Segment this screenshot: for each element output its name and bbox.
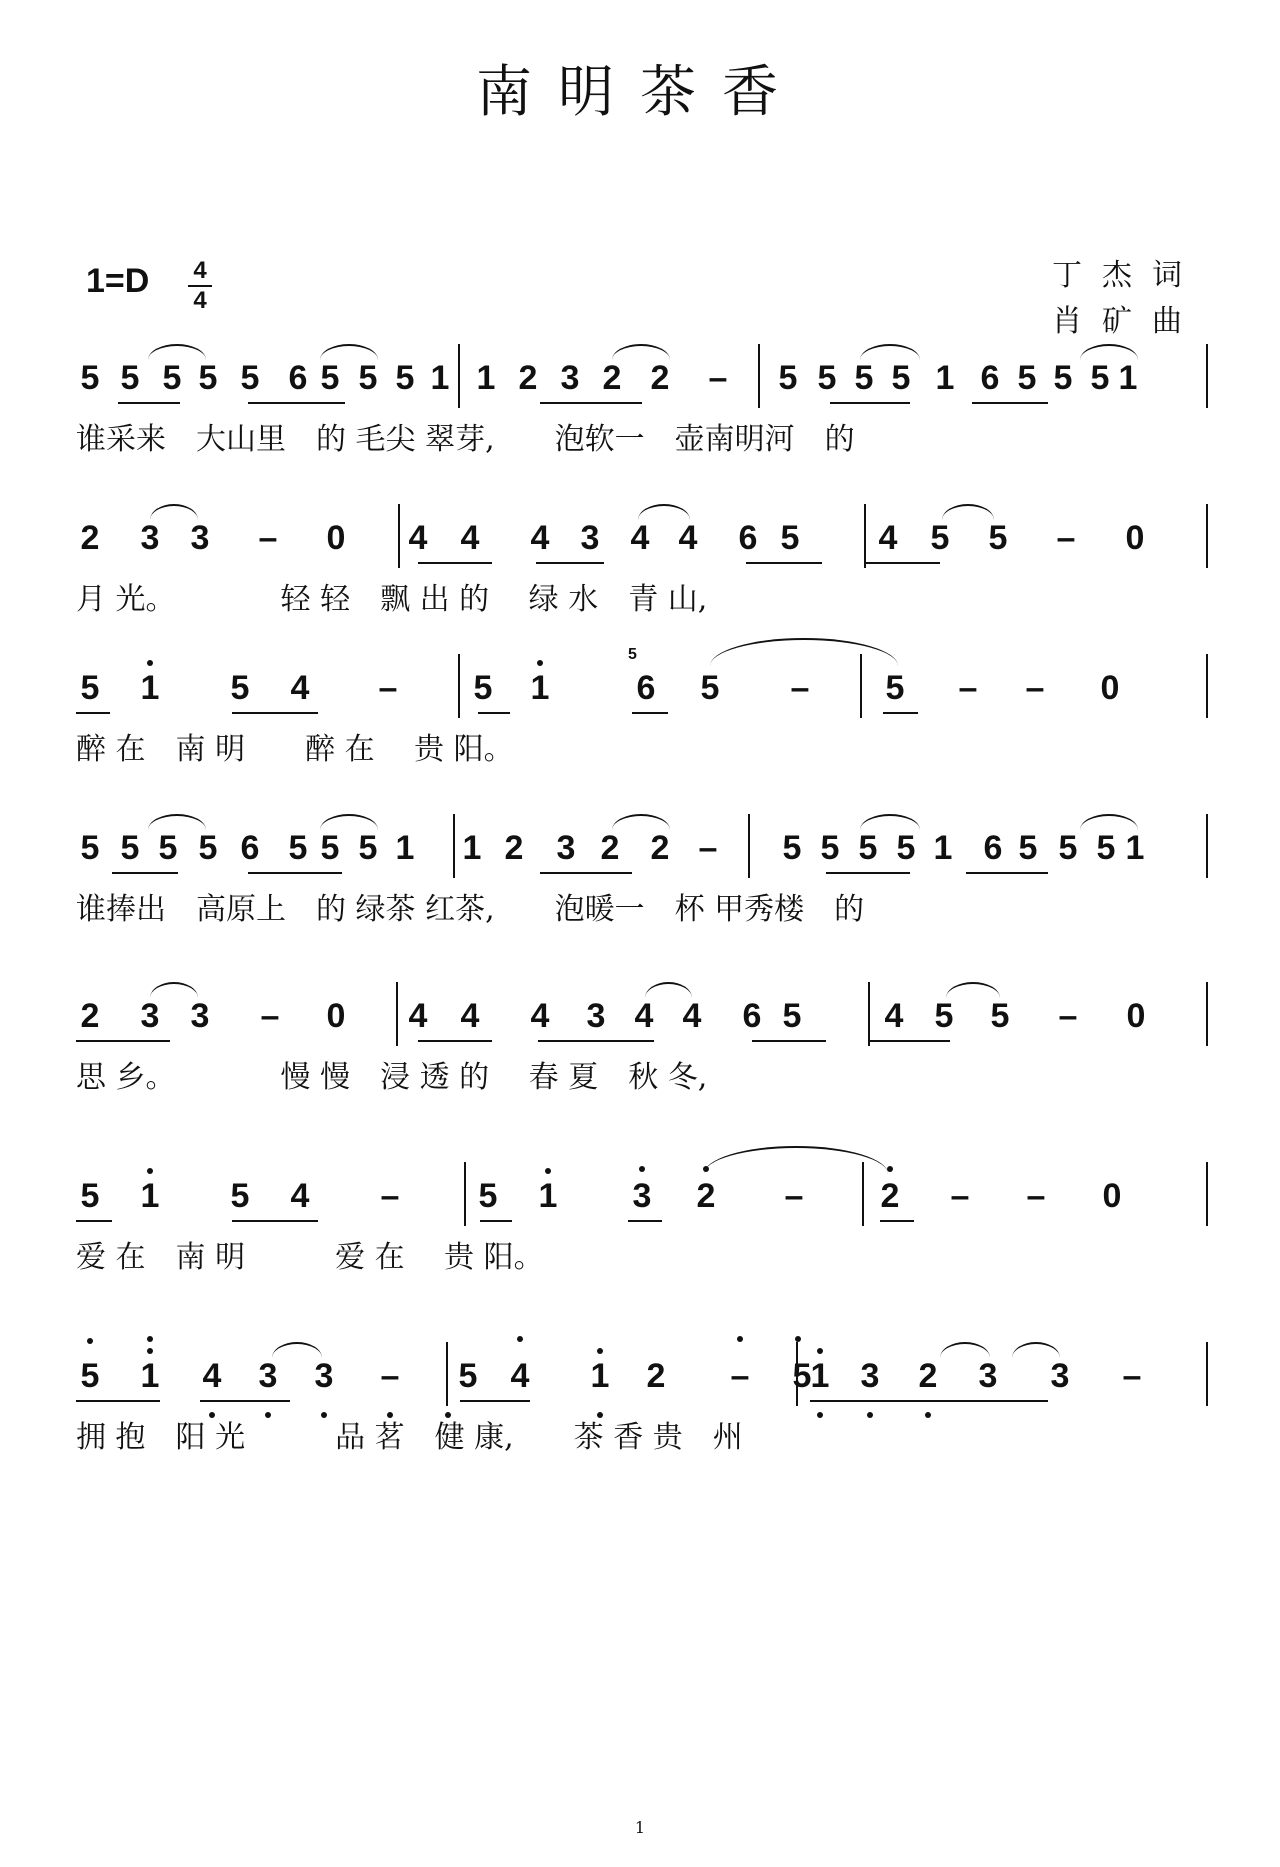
beam-underline <box>632 712 668 714</box>
hold-dash: – <box>260 997 280 1035</box>
note: 4 <box>634 997 654 1035</box>
beam-underline <box>248 872 342 874</box>
beam-underline <box>830 402 910 404</box>
octave-dot <box>737 1336 743 1342</box>
time-signature <box>188 258 212 314</box>
hold-dash: – <box>730 1357 750 1395</box>
note: 1 <box>1125 829 1145 867</box>
beam-underline <box>232 712 318 714</box>
score-system <box>0 330 1280 490</box>
barline <box>458 654 460 718</box>
note: 5 <box>120 829 140 867</box>
note: 1 <box>590 1357 610 1395</box>
barline <box>1206 504 1208 568</box>
note: 5 <box>782 829 802 867</box>
note: 6 <box>240 829 260 867</box>
notes-row <box>0 968 1280 1048</box>
note: 5 <box>120 359 140 397</box>
slur <box>860 344 920 360</box>
hold-dash: – <box>950 1177 970 1215</box>
slur <box>942 504 994 520</box>
note: 4 <box>878 519 898 557</box>
note: 4 <box>290 669 310 707</box>
note: 2 <box>650 359 670 397</box>
note: 5 <box>1058 829 1078 867</box>
hold-dash: – <box>1056 519 1076 557</box>
beam-underline <box>628 1220 662 1222</box>
note: 4 <box>678 519 698 557</box>
note: 5 <box>988 519 1008 557</box>
note: 2 <box>80 519 100 557</box>
lyrics-line: 思 乡。 慢 慢 浸 透 的 春 夏 秋 冬, <box>76 1060 708 1095</box>
score-system <box>0 490 1280 650</box>
note: 6 <box>636 669 656 707</box>
note: 4 <box>460 997 480 1035</box>
score-system <box>0 968 1280 1128</box>
note: 2 <box>504 829 524 867</box>
octave-dot <box>887 1166 893 1172</box>
octave-dot <box>817 1412 823 1418</box>
octave-dot <box>597 1348 603 1354</box>
slur <box>704 1146 888 1174</box>
note: 3 <box>978 1357 998 1395</box>
score-system <box>0 640 1280 800</box>
beam-underline <box>112 872 178 874</box>
note: 0 <box>326 519 346 557</box>
notes-row <box>0 1328 1280 1408</box>
slur <box>638 504 690 520</box>
note: 5 <box>230 669 250 707</box>
note: 2 <box>600 829 620 867</box>
note: 5 <box>320 829 340 867</box>
note: 5 <box>80 669 100 707</box>
page-number: 1 <box>634 1818 646 1837</box>
beam-underline <box>540 402 642 404</box>
beam-underline <box>76 1220 112 1222</box>
barline <box>748 814 750 878</box>
note: 1 <box>530 669 550 707</box>
barline <box>758 344 760 408</box>
beam-underline <box>538 1040 654 1042</box>
hold-dash: – <box>958 669 978 707</box>
octave-dot <box>147 660 153 666</box>
note: 5 <box>80 829 100 867</box>
slur <box>320 344 378 360</box>
note: 1 <box>140 1177 160 1215</box>
octave-dot <box>147 1336 153 1342</box>
note: 5 <box>700 669 720 707</box>
note: 5 <box>478 1177 498 1215</box>
note: 5 <box>990 997 1010 1035</box>
beam-underline <box>76 712 110 714</box>
note: 5 <box>820 829 840 867</box>
notes-row <box>0 1148 1280 1228</box>
lyrics-line: 拥 抱 阳 光 品 茗 健 康, 茶 香 贵 州 <box>76 1420 743 1455</box>
note: 3 <box>314 1357 334 1395</box>
lyricist-credit: 丁杰词 <box>1052 258 1202 293</box>
grace-note: 5 <box>628 646 637 663</box>
lyrics-line: 爱 在 南 明 爱 在 贵 阳。 <box>76 1240 544 1275</box>
beam-underline <box>460 1400 530 1402</box>
barline <box>1206 1162 1208 1226</box>
hold-dash: – <box>1025 669 1045 707</box>
note: 5 <box>885 669 905 707</box>
octave-dot <box>517 1336 523 1342</box>
beam-underline <box>752 1040 826 1042</box>
note: 5 <box>288 829 308 867</box>
note: 2 <box>518 359 538 397</box>
beam-underline <box>810 1400 1048 1402</box>
beam-underline <box>972 402 1048 404</box>
note: 0 <box>1100 669 1120 707</box>
beam-underline <box>746 562 822 564</box>
note: 2 <box>696 1177 716 1215</box>
slur <box>1012 1342 1060 1358</box>
barline <box>1206 344 1208 408</box>
hold-dash: – <box>698 829 718 867</box>
note: 3 <box>860 1357 880 1395</box>
time-signature-top: 4 <box>193 257 207 284</box>
score-system <box>0 800 1280 960</box>
slur <box>940 1342 990 1358</box>
note: 4 <box>530 997 550 1035</box>
hold-dash: – <box>708 359 728 397</box>
note: 5 <box>1017 359 1037 397</box>
note: 3 <box>140 997 160 1035</box>
note: 4 <box>884 997 904 1035</box>
hold-dash: – <box>1026 1177 1046 1215</box>
note: 5 <box>1053 359 1073 397</box>
hold-dash: – <box>378 669 398 707</box>
octave-dot <box>817 1348 823 1354</box>
beam-underline <box>232 1220 318 1222</box>
octave-dot <box>639 1166 645 1172</box>
note: 1 <box>140 1357 160 1395</box>
note: 4 <box>530 519 550 557</box>
beam-underline <box>966 872 1048 874</box>
note: 0 <box>1125 519 1145 557</box>
note: 5 <box>358 829 378 867</box>
note: 6 <box>983 829 1003 867</box>
hold-dash: – <box>1058 997 1078 1035</box>
note: 1 <box>933 829 953 867</box>
note: 0 <box>1102 1177 1122 1215</box>
note: 4 <box>510 1357 530 1395</box>
octave-dot <box>703 1166 709 1172</box>
note: 5 <box>198 829 218 867</box>
beam-underline <box>866 562 940 564</box>
note: 2 <box>918 1357 938 1395</box>
beam-underline <box>418 562 492 564</box>
beam-underline <box>883 712 918 714</box>
note: 5 <box>80 359 100 397</box>
note: 4 <box>408 519 428 557</box>
slur <box>148 344 206 360</box>
note: 5 <box>162 359 182 397</box>
beam-underline <box>480 1220 512 1222</box>
hold-dash: – <box>790 669 810 707</box>
note: 4 <box>202 1357 222 1395</box>
beam-underline <box>478 712 510 714</box>
slur <box>320 814 378 830</box>
note: 3 <box>560 359 580 397</box>
slur <box>1080 814 1138 830</box>
slur <box>272 1342 322 1358</box>
octave-dot <box>545 1168 551 1174</box>
note: 2 <box>602 359 622 397</box>
note: 5 <box>395 359 415 397</box>
note: 5 <box>782 997 802 1035</box>
slur <box>710 638 898 666</box>
octave-dot <box>147 1168 153 1174</box>
barline <box>1206 1342 1208 1406</box>
note: 1 <box>1118 359 1138 397</box>
note: 3 <box>190 997 210 1035</box>
note: 5 <box>778 359 798 397</box>
note: 1 <box>476 359 496 397</box>
note: 1 <box>935 359 955 397</box>
note: 5 <box>1090 359 1110 397</box>
note: 5 <box>780 519 800 557</box>
notes-row <box>0 490 1280 570</box>
slur <box>1080 344 1138 360</box>
beam-underline <box>76 1400 160 1402</box>
notes-row <box>0 330 1280 410</box>
note: 0 <box>326 997 346 1035</box>
note: 1 <box>140 669 160 707</box>
beam-underline <box>536 562 604 564</box>
hold-dash: – <box>1122 1357 1142 1395</box>
barline <box>1206 654 1208 718</box>
note: 4 <box>408 997 428 1035</box>
note: 5 <box>358 359 378 397</box>
hold-dash: – <box>380 1357 400 1395</box>
note: 4 <box>460 519 480 557</box>
note: 3 <box>258 1357 278 1395</box>
slur <box>946 982 1000 998</box>
note: 5 <box>230 1177 250 1215</box>
beam-underline <box>118 402 180 404</box>
note: 5 <box>858 829 878 867</box>
note: 2 <box>650 829 670 867</box>
beam-underline <box>76 1040 170 1042</box>
note: 1 <box>430 359 450 397</box>
key-signature: 1=D <box>86 262 150 300</box>
note: 5 <box>891 359 911 397</box>
octave-dot <box>925 1412 931 1418</box>
note: 4 <box>630 519 650 557</box>
beam-underline <box>540 872 632 874</box>
note: 3 <box>140 519 160 557</box>
note: 1 <box>810 1357 830 1395</box>
notes-row <box>0 800 1280 880</box>
barline <box>1206 814 1208 878</box>
note: 5 <box>854 359 874 397</box>
score-system <box>0 1328 1280 1488</box>
barline <box>464 1162 466 1226</box>
note: 5 <box>1018 829 1038 867</box>
note: 4 <box>682 997 702 1035</box>
note: 2 <box>880 1177 900 1215</box>
barline <box>1206 982 1208 1046</box>
note: 5 <box>158 829 178 867</box>
beam-underline <box>826 872 910 874</box>
note: 5 <box>792 1357 812 1395</box>
note: 5 <box>1096 829 1116 867</box>
lyrics-line: 谁采来 大山里 的 毛尖 翠芽, 泡软一 壶南明河 的 <box>76 422 855 457</box>
barline <box>864 504 866 568</box>
octave-dot <box>537 660 543 666</box>
beam-underline <box>248 402 345 404</box>
note: 1 <box>538 1177 558 1215</box>
lyrics-line: 月 光。 轻 轻 飘 出 的 绿 水 青 山, <box>76 582 708 617</box>
hold-dash: – <box>784 1177 804 1215</box>
octave-dot <box>795 1336 801 1342</box>
slur <box>612 814 670 830</box>
note: 6 <box>742 997 762 1035</box>
time-signature-bottom: 4 <box>193 287 207 314</box>
note: 5 <box>817 359 837 397</box>
slur <box>148 814 206 830</box>
octave-dot <box>147 1348 153 1354</box>
octave-dot <box>867 1412 873 1418</box>
note: 2 <box>80 997 100 1035</box>
note: 5 <box>320 359 340 397</box>
beam-underline <box>418 1040 492 1042</box>
barline <box>458 344 460 408</box>
lyrics-line: 谁捧出 高原上 的 绿茶 红茶, 泡暖一 杯 甲秀楼 的 <box>76 892 865 927</box>
note: 2 <box>646 1357 666 1395</box>
hold-dash: – <box>258 519 278 557</box>
note: 0 <box>1126 997 1146 1035</box>
slur <box>860 814 920 830</box>
note: 3 <box>556 829 576 867</box>
note: 1 <box>395 829 415 867</box>
slur <box>612 344 670 360</box>
hold-dash: – <box>380 1177 400 1215</box>
lyrics-line: 醉 在 南 明 醉 在 贵 阳。 <box>76 732 514 767</box>
note: 5 <box>930 519 950 557</box>
note: 5 <box>198 359 218 397</box>
note: 3 <box>190 519 210 557</box>
note: 3 <box>580 519 600 557</box>
octave-dot <box>87 1338 93 1344</box>
score-system <box>0 1148 1280 1308</box>
note: 5 <box>934 997 954 1035</box>
slur <box>150 504 198 520</box>
barline <box>868 982 870 1046</box>
note: 5 <box>458 1357 478 1395</box>
note: 5 <box>80 1357 100 1395</box>
note: 5 <box>896 829 916 867</box>
note: 6 <box>738 519 758 557</box>
beam-underline <box>200 1400 290 1402</box>
note: 6 <box>980 359 1000 397</box>
notes-row <box>0 640 1280 720</box>
slur <box>150 982 198 998</box>
note: 1 <box>462 829 482 867</box>
beam-underline <box>870 1040 950 1042</box>
note: 6 <box>288 359 308 397</box>
note: 4 <box>290 1177 310 1215</box>
note: 3 <box>632 1177 652 1215</box>
note: 3 <box>1050 1357 1070 1395</box>
note: 5 <box>80 1177 100 1215</box>
page-title: 南明茶香 <box>476 60 804 125</box>
slur <box>645 982 692 998</box>
note: 3 <box>586 997 606 1035</box>
beam-underline <box>880 1220 914 1222</box>
note: 5 <box>473 669 493 707</box>
note: 5 <box>240 359 260 397</box>
composer-credit: 肖矿曲 <box>1052 304 1202 339</box>
